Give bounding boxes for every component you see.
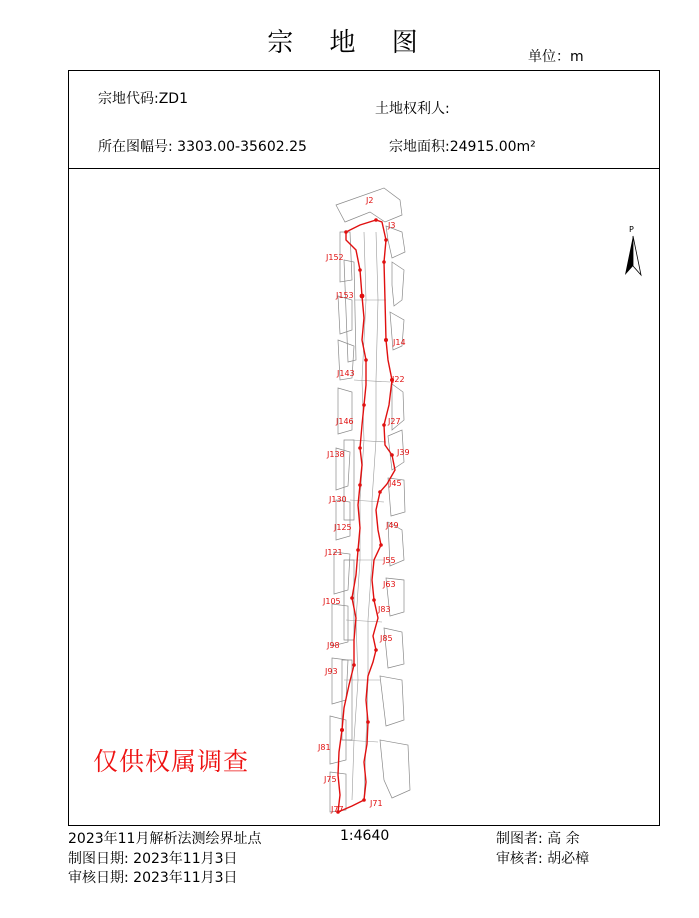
point-label: J105 xyxy=(323,597,341,606)
point-label: J121 xyxy=(325,548,343,557)
parcel-code: 宗地代码:ZD1 xyxy=(98,91,188,107)
land-owner: 土地权利人: xyxy=(375,101,450,117)
point-label: J39 xyxy=(397,448,410,457)
point-label: J14 xyxy=(393,338,406,347)
drawer: 制图者: 高 余 xyxy=(496,831,580,847)
point-label: J98 xyxy=(327,641,340,650)
point-label: J55 xyxy=(383,556,396,565)
road-lines xyxy=(342,232,390,800)
point-label: J152 xyxy=(326,253,344,262)
point-label: J27 xyxy=(388,417,401,426)
point-labels xyxy=(317,196,410,814)
point-label: J125 xyxy=(334,523,352,532)
page-title: 宗 地 图 xyxy=(267,28,432,58)
point-label: J2 xyxy=(366,196,374,205)
map-scale: 1:4640 xyxy=(340,828,390,844)
north-arrow-label: P xyxy=(629,225,634,234)
point-label: J153 xyxy=(336,291,354,300)
point-label: J81 xyxy=(318,743,331,752)
checker: 审核者: 胡必樟 xyxy=(496,851,590,867)
point-label: J85 xyxy=(380,634,393,643)
point-label: J63 xyxy=(383,580,396,589)
point-label: J130 xyxy=(329,495,347,504)
point-label: J22 xyxy=(392,375,405,384)
cadastral-map xyxy=(69,169,659,825)
north-arrow-icon xyxy=(625,225,641,275)
sheet-number: 所在图幅号: 3303.00-35602.25 xyxy=(98,139,307,155)
point-label: J143 xyxy=(337,369,355,378)
point-label: J146 xyxy=(336,417,354,426)
point-label: J138 xyxy=(327,450,345,459)
check-date: 审核日期: 2023年11月3日 xyxy=(68,870,238,886)
point-label: J49 xyxy=(386,521,399,530)
unit-label: 单位：m xyxy=(528,49,584,65)
point-label: J93 xyxy=(325,667,338,676)
point-label: J83 xyxy=(378,605,391,614)
point-label: J45 xyxy=(389,479,402,488)
point-label: J71 xyxy=(370,799,383,808)
point-label: J75 xyxy=(324,775,337,784)
survey-method: 2023年11月解析法测绘界址点 xyxy=(68,831,262,847)
point-label: J77 xyxy=(331,805,344,814)
point-label: J3 xyxy=(388,221,396,230)
watermark: 仅供权属调查 xyxy=(93,747,250,776)
parcel-area: 宗地面积:24915.00m² xyxy=(389,139,536,155)
draw-date: 制图日期: 2023年11月3日 xyxy=(68,851,238,867)
